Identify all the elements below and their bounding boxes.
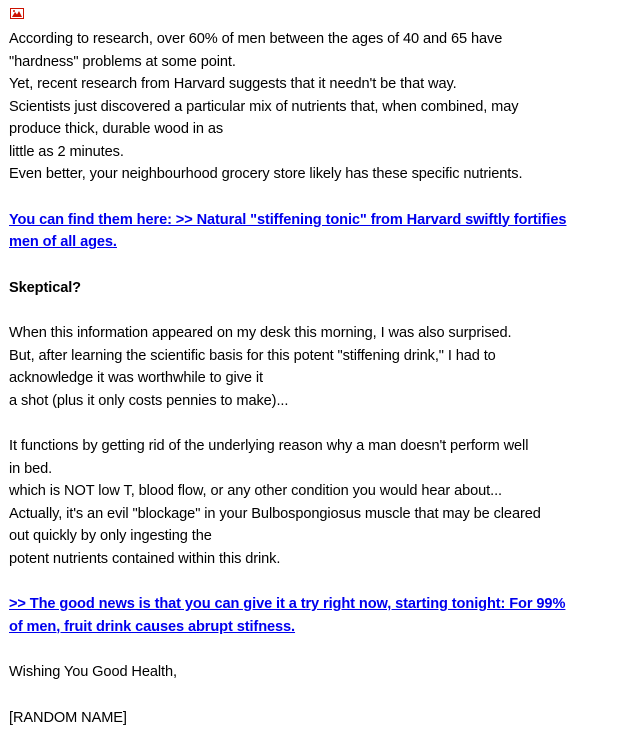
- cta-link-primary-line[interactable]: You can find them here: >> Natural "stiffening tonic" from Harvard swiftly fortifies: [9, 211, 567, 228]
- surprise-line: a shot (plus it only costs pennies to make)...: [9, 392, 289, 409]
- mechanism-line: Actually, it's an evil "blockage" in your Bulbospongiosus muscle that may be cleared: [9, 505, 541, 522]
- cta-link-secondary[interactable]: [9, 593, 635, 638]
- intro-line: produce thick, durable wood in as: [9, 121, 224, 137]
- skeptical-heading: [9, 277, 635, 300]
- mechanism-line: out quickly by only ingesting the: [9, 528, 212, 544]
- cta-link-primary[interactable]: [9, 209, 635, 254]
- surprise-line: But, after learning the scientific basis for this potent "stiffening drink," I had to: [9, 347, 496, 364]
- surprise-line: When this information appeared on my desk this morning, I was also surprised.: [9, 325, 512, 341]
- cta-link-secondary-line[interactable]: >> The good news is that you can give it a try right now, starting tonight: For 99%: [9, 596, 566, 612]
- signoff: [9, 661, 635, 684]
- intro-line: Scientists just discovered a particular mix of nutrients that, when combined, may: [9, 98, 519, 115]
- skeptical-heading-text: Skeptical?: [9, 279, 81, 296]
- mechanism-line: potent nutrients contained within this drink.: [9, 550, 281, 567]
- intro-paragraph: [9, 28, 635, 186]
- mechanism-line: It functions by getting rid of the underlying reason why a man doesn't perform well: [9, 438, 529, 454]
- mechanism-line: in bed.: [9, 460, 53, 477]
- intro-line: Even better, your neighbourhood grocery store likely has these specific nutrients.: [9, 166, 523, 182]
- sender-text: [RANDOM NAME]: [9, 709, 127, 726]
- intro-line: "hardness" problems at some point.: [9, 53, 236, 70]
- mechanism-line: which is NOT low T, blood flow, or any other condition you would hear about...: [9, 483, 502, 499]
- surprise-line: acknowledge it was worthwhile to give it: [9, 370, 263, 386]
- intro-line: According to research, over 60% of men between the ages of 40 and 65 have: [9, 31, 503, 47]
- cta-link-secondary-line[interactable]: of men, fruit drink causes abrupt stifness.: [9, 618, 296, 635]
- intro-line: Yet, recent research from Harvard suggests that it needn't be that way.: [9, 76, 457, 92]
- intro-line: little as 2 minutes.: [9, 143, 124, 160]
- broken-image-icon: [10, 4, 24, 15]
- mechanism-paragraph: [9, 435, 635, 570]
- signoff-text: Wishing You Good Health,: [9, 664, 177, 680]
- sender-placeholder: [9, 707, 635, 730]
- cta-link-primary-line[interactable]: men of all ages.: [9, 234, 117, 250]
- surprise-paragraph: [9, 322, 635, 412]
